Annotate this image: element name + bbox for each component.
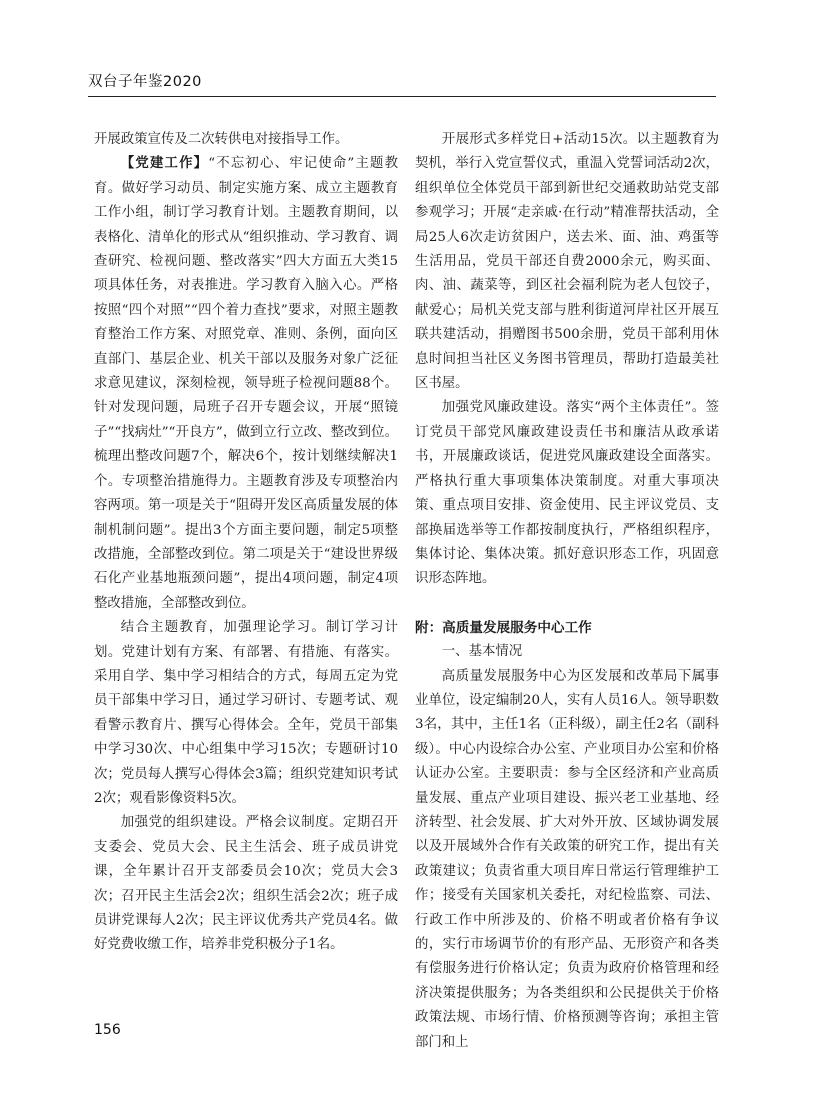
paragraph-party-building: [94, 152, 398, 616]
paragraph-basic-info: 高质量发展服务中心为区发展和改革局下属事业单位，设定编制20人，实有人员16人。领导职数3名，其中，主任1名（正科级），副主任2名（副科级）。中心内设综合办公室、产业项目办公室和价格认证办公室。主要职责：参与全区经济和产业高质量发展、重点产业项目建设、振兴老工业基地、经济转型、社会发展、扩大对外开放、区域协调发展以及开展域外合作有关政策的研究工作，提出有关政策建议；负责省重大项目库日常运行管理维护工作；接受有关国家机关委托，对纪检监察、司法、行政工作中所涉及的、价格不明或者价格有争议的，实行市场调节价的有形产品、无形资产和各类有偿服务进行价格认定；负责为政府价格管理和经济决策提供服务；为各类组织和公民提供关于价格政策法规、市场行情、价格预测等咨询；承担主管部门和上: [415, 668, 719, 1050]
running-header: 双台子年鉴2020: [88, 74, 202, 90]
appendix-section-title: 附：高质量发展服务中心工作: [415, 619, 592, 636]
page-number: 156: [94, 1022, 121, 1038]
left-column: [94, 128, 398, 958]
paragraph-continuation: 开展政策宣传及二次转供电对接指导工作。: [94, 132, 349, 147]
paragraph-clean-governance: 加强党风廉政建设。落实“两个主体责任”。签订党员干部党风廉政建设责任书和廉洁从政承诺书，开展廉政谈话，促进党风廉政建设全面落实。严格执行重大事项集体决策制度。对重大事项决策、重点项目安排、资金使用、民主评议党员、支部换届选举等工作都按制度执行，严格组织程序，集体讨论、集体决策。抓好意识形态工作，巩固意识形态阵地。: [415, 400, 719, 587]
right-column: [415, 128, 719, 1055]
subsection-title: 一、基本情况: [441, 644, 523, 660]
header-rule: [88, 96, 716, 97]
paragraph-theory-study: 结合主题教育，加强理论学习。制订学习计划。党建计划有方案、有部署、有措施、有落实。采用自学、集中学习相结合的方式，每周五定为党员干部集中学习日，通过学习研讨、专题考试、观看警示教育片、撰写心得体会。全年，党员干部集中学习30次、中心组集中学习15次；专题研讨10次；党员每人撰写心得体会3篇；组织党建知识考试2次；观看影像资料5次。: [94, 620, 398, 806]
paragraph-party-building-text: “不忘初心、牢记使命”主题教育。做好学习动员、制定实施方案、成立主题教育工作小组，制订学习教育计划。主题教育期间，以表格化、清单化的形式从“组织推动、学习教育、调查研究、检视问题、整改落实”四大方面五大类15项具体任务，对表推进。学习教育入脑入心。严格按照“四个对照”“四个着力查找”要求，对照主题教育整治工作方案、对照党章、准则、条例，面向区直部门、基层企业、机关干部以及服务对象广泛征求意见建议，深刻检视，领导班子检视问题88个。针对发现问题，局班子召开专题会议，开展“照镜子”“找病灶”“开良方”，做到立行立改、整改到位。梳理出整改问题7个，解决6个，按计划继续解决1个。专项整治措施得力。主题教育涉及专项整治内容两项。第一项是关于“阻碍开发区高质量发展的体制机制问题”。提出3个方面主要问题，制定5项整改措施，全部整改到位。第二项是关于“建设世界级石化产业基地瓶颈问题”，提出4项问题，制定4项整改措施，全部整改到位。: [94, 156, 399, 611]
paragraph-party-day-activities: 开展形式多样党日+活动15次。以主题教育为契机，举行入党宣誓仪式，重温入党誓词活动2次，组织单位全体党员干部到新世纪交通救助站党支部参观学习；开展“走亲戚·在行动”精准帮扶活动，全局25人6次走访贫困户，送去米、面、油、鸡蛋等生活用品，党员干部还自费2000余元，购买面、肉、油、蔬菜等，到区社会福利院为老人包饺子，献爱心；局机关党支部与胜利街道河岸社区开展互联共建活动，捐赠图书500余册，党员干部利用休息时间担当社区义务图书管理员，帮助打造最美社区书屋。: [415, 132, 719, 392]
paragraph-organization: 加强党的组织建设。严格会议制度。定期召开支委会、党员大会、民主生活会、班子成员讲党课，全年累计召开支部委员会10次；党员大会3次；召开民主生活会2次；组织生活会2次；班子成员讲党课每人2次；民主评议优秀共产党员4名。做好党费收缴工作，培养非党积极分子1名。: [94, 815, 398, 953]
section-label-party-building: 【党建工作】: [120, 156, 209, 172]
